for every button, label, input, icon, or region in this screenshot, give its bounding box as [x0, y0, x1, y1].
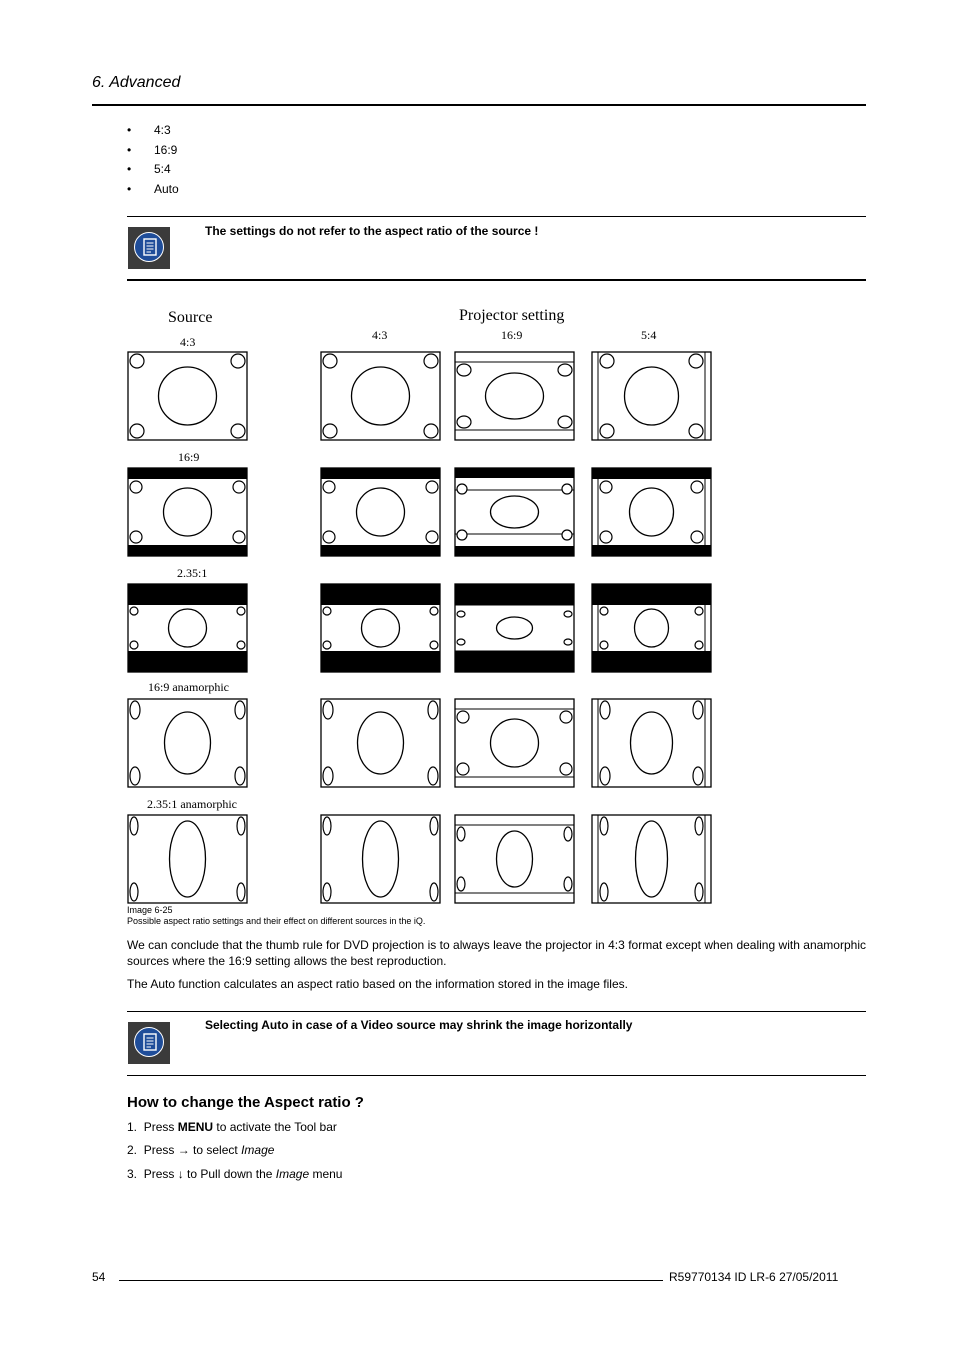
corner-circle [231, 354, 245, 368]
step-key: MENU [177, 1120, 214, 1134]
corner-circle [430, 883, 438, 901]
step-number: 1. [127, 1120, 138, 1134]
list-item: • Auto [127, 181, 179, 201]
center-circle [164, 488, 212, 536]
corner-circle [235, 767, 245, 785]
corner-circle [457, 416, 471, 428]
corner-circle [695, 607, 703, 615]
corner-circle [130, 424, 144, 438]
corner-circle [691, 481, 703, 493]
corner-circle [424, 354, 438, 368]
corner-circle [235, 701, 245, 719]
corner-circle [237, 817, 245, 835]
corner-circle [430, 817, 438, 835]
letterbox-bar [128, 584, 247, 605]
letterbox-bar [455, 468, 574, 478]
corner-circle [130, 701, 140, 719]
corner-circle [457, 611, 465, 617]
corner-circle [457, 827, 465, 841]
center-circle [497, 617, 533, 639]
letterbox-bar [592, 468, 711, 479]
corner-circle [323, 641, 331, 649]
center-circle [170, 821, 206, 897]
center-circle [165, 712, 211, 774]
paragraph: The Auto function calculates an aspect ratio based on the information stored in the image files. [127, 977, 628, 991]
corner-circle [457, 877, 465, 891]
note-icon [128, 1022, 170, 1064]
corner-circle [564, 611, 572, 617]
center-circle [635, 609, 669, 647]
corner-circle [560, 763, 572, 775]
corner-circle [130, 817, 138, 835]
corner-circle [691, 531, 703, 543]
corner-circle [457, 763, 469, 775]
corner-circle [231, 424, 245, 438]
center-circle [636, 821, 668, 897]
footer-rule [119, 1280, 663, 1281]
corner-circle [689, 354, 703, 368]
step-text: to activate the Tool bar [213, 1120, 337, 1134]
corner-circle [562, 530, 572, 540]
center-circle [352, 367, 410, 425]
letterbox-bar [128, 468, 247, 479]
column-label: 5:4 [641, 328, 657, 342]
list-item: • 4:3 [127, 122, 179, 142]
center-circle [486, 373, 544, 419]
corner-circle [600, 641, 608, 649]
corner-circle [130, 607, 138, 615]
center-circle [625, 367, 679, 425]
corner-circle [237, 883, 245, 901]
step-text: Press → to select [143, 1143, 242, 1157]
corner-circle [600, 701, 610, 719]
corner-circle [600, 817, 608, 835]
corner-circle [689, 424, 703, 438]
page-number: 54 [92, 1270, 106, 1284]
corner-circle [600, 531, 612, 543]
corner-circle [323, 883, 331, 901]
corner-circle [237, 607, 245, 615]
corner-circle [237, 641, 245, 649]
note-rule-bottom [127, 1075, 866, 1076]
letterbox-bar [321, 584, 440, 605]
letterbox-bar [455, 546, 574, 556]
note-text: The settings do not refer to the aspect ratio of the source ! [205, 224, 539, 238]
corner-circle [323, 767, 333, 785]
corner-circle [457, 364, 471, 376]
step-item [127, 1167, 342, 1181]
corner-circle [600, 424, 614, 438]
section-heading: How to change the Aspect ratio ? [127, 1094, 364, 1111]
corner-circle [130, 883, 138, 901]
step-text: menu [309, 1167, 343, 1181]
center-circle [491, 719, 539, 767]
corner-circle [562, 484, 572, 494]
corner-circle [457, 711, 469, 723]
center-circle [497, 831, 533, 887]
corner-circle [695, 883, 703, 901]
center-circle [491, 496, 539, 528]
step-text: Press ↓ to Pull down the [143, 1167, 276, 1181]
step-item [127, 1143, 274, 1157]
column-label: 16:9 [501, 328, 523, 342]
corner-circle [695, 817, 703, 835]
corner-circle [564, 827, 572, 841]
letterbox-bar [321, 651, 440, 672]
note-text: Selecting Auto in case of a Video source may shrink the image horizontally [205, 1018, 633, 1032]
corner-circle [560, 711, 572, 723]
corner-circle [430, 641, 438, 649]
source-heading: Source [168, 309, 213, 326]
corner-circle [600, 767, 610, 785]
letterbox-bar [321, 545, 440, 556]
corner-circle [130, 641, 138, 649]
corner-circle [695, 641, 703, 649]
corner-circle [558, 364, 572, 376]
step-number: 2. [127, 1143, 138, 1157]
corner-circle [130, 767, 140, 785]
corner-circle [233, 481, 245, 493]
center-circle [358, 712, 404, 774]
step-item [127, 1120, 337, 1134]
document-id: R59770134 ID LR-6 27/05/2011 [669, 1270, 839, 1284]
corner-circle [600, 883, 608, 901]
corner-circle [426, 481, 438, 493]
corner-circle [426, 531, 438, 543]
corner-circle [457, 530, 467, 540]
corner-circle [323, 481, 335, 493]
step-emphasis: Image [275, 1167, 310, 1181]
corner-circle [323, 607, 331, 615]
corner-circle [564, 639, 572, 645]
caption-text: Possible aspect ratio settings and their effect on different sources in the iQ. [127, 916, 426, 926]
corner-circle [457, 639, 465, 645]
corner-circle [600, 354, 614, 368]
corner-circle [564, 877, 572, 891]
corner-circle [693, 701, 703, 719]
center-circle [363, 821, 399, 897]
source-row-label: 2.35:1 [177, 566, 208, 580]
letterbox-bar [128, 545, 247, 556]
letterbox-bar [455, 584, 574, 605]
corner-circle [600, 607, 608, 615]
center-circle [631, 712, 673, 774]
center-circle [362, 609, 400, 647]
list-item: • 16:9 [127, 142, 179, 162]
corner-circle [323, 701, 333, 719]
center-circle [159, 367, 217, 425]
source-row-label: 4:3 [180, 335, 196, 349]
letterbox-bar [321, 468, 440, 479]
step-emphasis: Image [241, 1143, 275, 1157]
list-item: • 5:4 [127, 161, 179, 181]
corner-circle [130, 531, 142, 543]
source-row-label: 16:9 [178, 450, 200, 464]
letterbox-bar [592, 545, 711, 556]
step-number: 3. [127, 1167, 138, 1181]
corner-circle [323, 531, 335, 543]
corner-circle [600, 481, 612, 493]
note-rule-top [127, 1011, 866, 1012]
corner-circle [693, 767, 703, 785]
corner-circle [233, 531, 245, 543]
corner-circle [130, 354, 144, 368]
center-circle [357, 488, 405, 536]
letterbox-bar [455, 651, 574, 672]
corner-circle [323, 424, 337, 438]
corner-circle [424, 424, 438, 438]
projector-heading: Projector setting [459, 307, 565, 324]
caption-id: Image 6-25 [127, 905, 173, 915]
corner-circle [428, 767, 438, 785]
corner-circle [558, 416, 572, 428]
center-circle [630, 488, 674, 536]
source-row-label: 2.35:1 anamorphic [147, 797, 237, 811]
step-text: Press [143, 1120, 178, 1134]
corner-circle [430, 607, 438, 615]
figure-caption [127, 905, 425, 927]
chapter-title: 6. Advanced [92, 74, 181, 91]
letterbox-bar [592, 584, 711, 605]
source-row-label: 16:9 anamorphic [148, 680, 229, 694]
corner-circle [323, 817, 331, 835]
column-label: 4:3 [372, 328, 388, 342]
paragraph: We can conclude that the thumb rule for DVD projection is to always leave the projector in 4:3 format except when dealing with anamorphic sources where the 16:9 setting allows the best reproduction. [127, 938, 866, 968]
letterbox-bar [592, 651, 711, 672]
center-circle [169, 609, 207, 647]
letterbox-bar [128, 651, 247, 672]
corner-circle [130, 481, 142, 493]
corner-circle [457, 484, 467, 494]
corner-circle [428, 701, 438, 719]
corner-circle [323, 354, 337, 368]
